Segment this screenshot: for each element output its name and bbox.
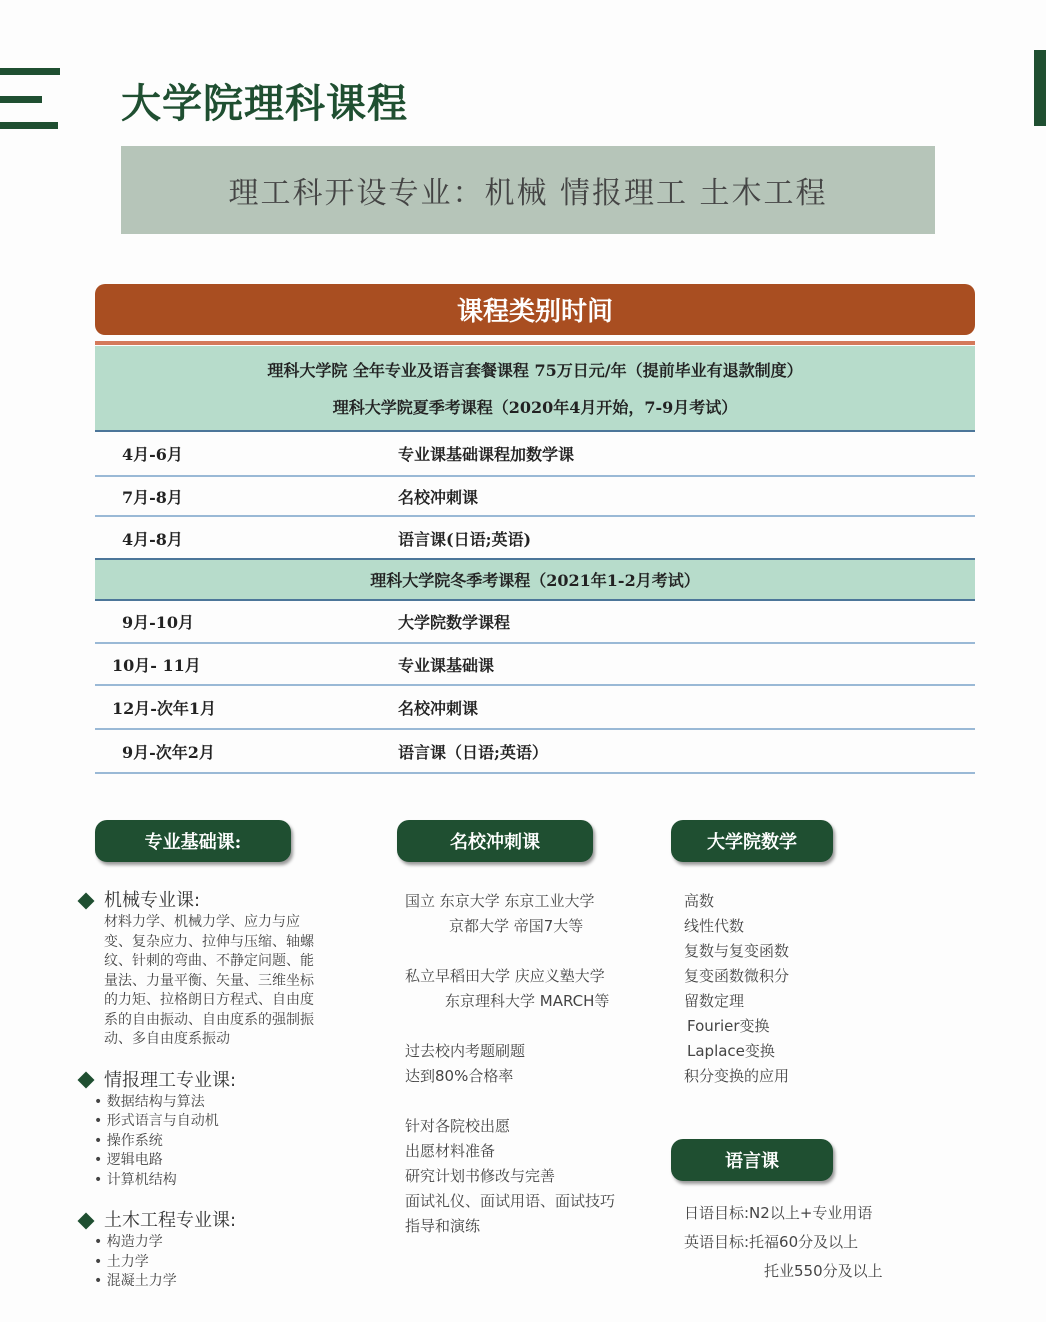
mech-body: 材料力学、机械力学、应力与应变、复杂应力、拉伸与压缩、轴螺纹、针刺的弯曲、不静定问题、能量法、力量平衡、矢量、三维坐标的力矩、拉格朗日方程式、自由度系的自由振动、自由度系的强制振动、多自由度系振动 bbox=[104, 914, 314, 1047]
line: 私立早稻田大学 庆应义塾大学 bbox=[405, 967, 605, 985]
table-row bbox=[95, 517, 975, 559]
list-item: 逻辑电路 bbox=[106, 1152, 163, 1168]
period: 9月-10月 bbox=[122, 613, 195, 632]
course: 大学院数学课程 bbox=[398, 613, 511, 632]
list-item: 高数 bbox=[684, 892, 715, 910]
list-item: 复变函数微积分 bbox=[684, 967, 790, 985]
list-item: 构造力学 bbox=[106, 1234, 163, 1250]
course: 语言课（日语;英语） bbox=[398, 742, 548, 762]
line: 针对各院校出愿 bbox=[405, 1117, 511, 1135]
course: 名校冲刺课 bbox=[398, 698, 479, 718]
decor-bar-right bbox=[1034, 50, 1046, 126]
list-item: Laplace变换 bbox=[687, 1042, 775, 1060]
line: 指导和演练 bbox=[405, 1217, 481, 1235]
page-title: 大学院理科课程 bbox=[121, 80, 408, 127]
line: 国立 东京大学 东京工业大学 bbox=[405, 892, 595, 910]
lang-line: 英语目标:托福60分及以上 bbox=[684, 1233, 859, 1251]
decor-bar bbox=[0, 68, 60, 75]
line: 东京理科大学 MARCH等 bbox=[445, 992, 610, 1010]
table-row bbox=[95, 432, 975, 477]
line: 京都大学 帝国7大等 bbox=[449, 917, 584, 935]
line: 面试礼仪、面试用语、面试技巧 bbox=[405, 1192, 616, 1210]
decor-bar bbox=[0, 96, 42, 103]
sprint-course-pill: 名校冲刺课 bbox=[397, 820, 593, 862]
period: 4月-6月 bbox=[122, 445, 183, 464]
list-item: 留数定理 bbox=[684, 992, 745, 1010]
course: 专业课基础课 bbox=[398, 655, 495, 675]
line: 过去校内考题刷题 bbox=[405, 1042, 526, 1060]
civil-title: 土木工程专业课: bbox=[104, 1210, 237, 1231]
winter-header-text: 理科大学院冬季考课程（2021年1-2月考试） bbox=[370, 571, 700, 590]
line: 研究计划书修改与完善 bbox=[405, 1167, 556, 1185]
list-item: 数据结构与算法 bbox=[106, 1093, 205, 1110]
list-item: 形式语言与自动机 bbox=[106, 1113, 219, 1129]
list-item: 积分变换的应用 bbox=[684, 1067, 790, 1085]
col3-lang bbox=[684, 1199, 924, 1286]
course: 语言课(日语;英语) bbox=[398, 529, 532, 549]
period: 7月-8月 bbox=[122, 487, 183, 507]
period: 9月-次年2月 bbox=[122, 742, 215, 762]
mech-title: 机械专业课: bbox=[104, 890, 201, 911]
table-header bbox=[95, 346, 975, 432]
list-item: 土力学 bbox=[106, 1253, 149, 1270]
course: 名校冲刺课 bbox=[398, 487, 479, 507]
period: 4月-8月 bbox=[122, 529, 183, 549]
list-item: 混凝土力学 bbox=[106, 1273, 177, 1289]
col3-math bbox=[684, 889, 884, 1089]
language-course-pill: 语言课 bbox=[671, 1139, 833, 1181]
list-item: 线性代数 bbox=[684, 917, 745, 935]
table-row bbox=[95, 644, 975, 686]
winter-header bbox=[95, 558, 975, 601]
basic-course-pill: 专业基础课: bbox=[95, 820, 291, 862]
diamond-icon bbox=[78, 1212, 95, 1229]
period: 10月- 11月 bbox=[112, 655, 201, 675]
table-row bbox=[95, 686, 975, 730]
info-title: 情报理工专业课: bbox=[104, 1069, 237, 1091]
table-row bbox=[95, 601, 975, 644]
divider bbox=[95, 341, 975, 345]
package-info: 理科大学院 全年专业及语言套餐课程 75万日元/年（提前毕业有退款制度） bbox=[267, 361, 803, 380]
line: 达到80%合格率 bbox=[405, 1067, 514, 1085]
list-item: Fourier变换 bbox=[687, 1017, 770, 1035]
list-item: 计算机结构 bbox=[106, 1171, 177, 1188]
math-course-pill: 大学院数学 bbox=[671, 820, 833, 862]
col2 bbox=[405, 889, 665, 1239]
period: 12月-次年1月 bbox=[112, 698, 217, 718]
diamond-icon bbox=[78, 1072, 95, 1089]
col1: 机械专业课: 材料力学、机械力学、应力与应变、复杂应力、拉伸与压缩、轴螺纹、针刺的弯曲、不静定问题、能量法、力量平衡、矢量、三维坐标的力矩、拉格朗日方程式、自由度系的自由振动、自由度系的强制振动、多自由度系振动 情报理工专业课: • 数据结构与算法 • 形式语言与自动机 • 操作系统 • 逻辑电路 • 计算机结构 土木工程专业课: • 构造力学 • 土力学 • 混凝土力学 bbox=[104, 888, 326, 1292]
list-item: 操作系统 bbox=[106, 1132, 163, 1149]
course: 专业课基础课程加数学课 bbox=[398, 445, 575, 464]
majors-box: 理工科开设专业：机械 情报理工 土木工程 bbox=[121, 146, 935, 234]
schedule-banner: 课程类别时间 bbox=[95, 284, 975, 335]
diamond-icon bbox=[78, 892, 95, 909]
lang-line: 托业550分及以上 bbox=[764, 1262, 883, 1280]
lang-line: 日语目标:N2以上+专业用语 bbox=[684, 1204, 873, 1222]
line: 出愿材料准备 bbox=[405, 1142, 496, 1160]
decor-bar bbox=[0, 122, 58, 129]
table-row bbox=[95, 730, 975, 774]
table-row bbox=[95, 477, 975, 517]
summer-header: 理科大学院夏季考课程（2020年4月开始，7-9月考试） bbox=[332, 398, 738, 417]
list-item: 复数与复变函数 bbox=[684, 942, 790, 960]
